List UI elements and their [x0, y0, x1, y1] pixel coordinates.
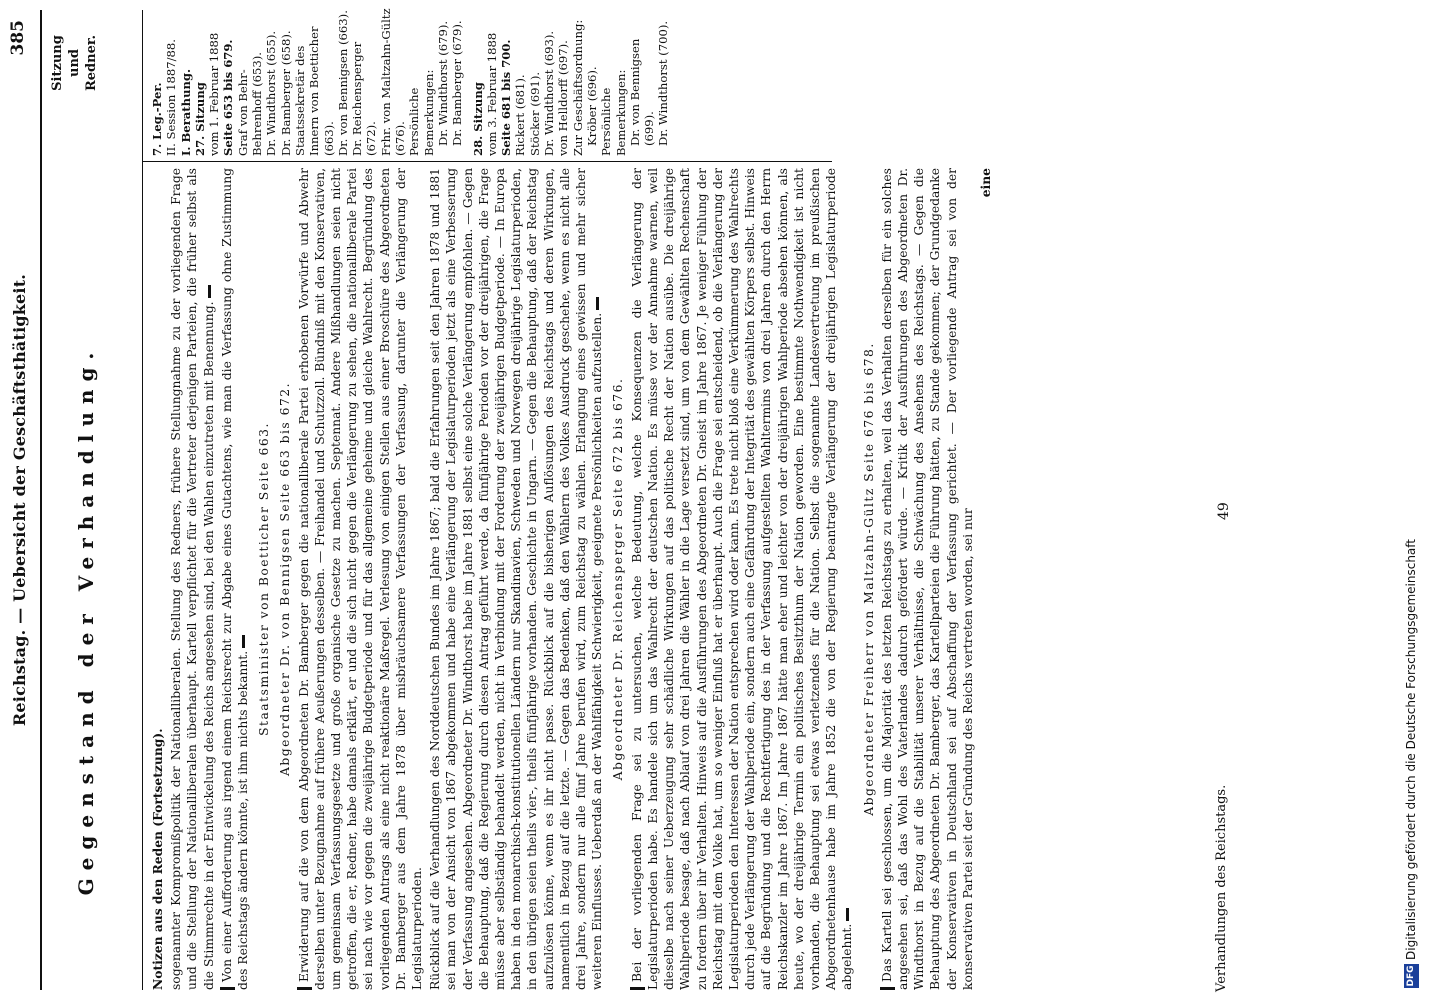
sitting-title: 28. Sitzung: [470, 82, 485, 156]
sitting-title: 27. Sitzung: [192, 82, 207, 156]
column-header-rule: [142, 10, 143, 990]
sitting-pages: Seite 681 bis 700.: [499, 39, 514, 156]
session-column-header: [50, 8, 101, 118]
digitization-credit: DFGDigitalisierung gefördert durch die Deutsche Forschungsgemeinschaft: [1404, 538, 1418, 987]
legislative-period: 7. Leg.-Per.: [150, 82, 164, 156]
page-header: [2, 0, 42, 1000]
procedure-label: Zur Geschäftsordnung:: [570, 19, 585, 156]
continuation-heading: Notizen aus den Reden (Fortsetzung).: [150, 728, 165, 990]
speaker: Rickert (681).: [513, 74, 528, 156]
speaker: Dr. von Bennigsen (699).: [627, 38, 657, 146]
speaker-heading: Abgeordneter Freiherr von Maltzahn-Gültz Seite 676 bis 678.: [861, 342, 876, 816]
speaker: Dr. Windthorst (655).: [264, 30, 279, 156]
speaker: Kröber (696).: [584, 66, 599, 146]
speaker: Staatssekretär des Innern von Boetticher (663).: [292, 26, 336, 156]
speaker: Dr. Reichensperger (672).: [350, 41, 379, 156]
paragraph: Bei der vorliegenden Frage sei zu untersuchen, welche Bedeutung, welche Konsequenzen die Verlängerung der Legislaturperioden habe. Es handele sich um das Wahlrecht der deutschen Nation. Es müsse vor der Annahme warnen, weil dieselbe nach seiner Ueberzeugung sehr schädliche Wirkungen auf das politische Recht der Nation ausübe. Die dreijährige Wahlperiode besage, daß nach Ablauf von drei Jahren die Wähler in die Lage versetzt sind, um von dem Gewählten Rechenschaft zu fordern über ihr Verhalten. Hinweis auf die Ausführungen des Abgeordneten Dr. Gneist im Jahre 1867. Je weniger Fühlung der Reichstag mit dem Volke hat, um so weniger Einfluß hat er überhaupt. Auch die Frage sei entscheidend, ob die Verlängerung der Legislaturperioden den Interessen der Nation entsprechen wird oder kann. Es trete nicht bloß eine Verkümmerung des Wahlrechts durch jede Verlängerung der Wahlperiode ein, sondern auch eine Gefährdung der Integrität des gewählten Körpers selbst. Hinweis auf die Begründung und die Rechtfertigung des in der Verfassung aufgestellten Wahltermins von drei Jahren durch den Herrn Reichskanzler im Jahre 1867. Im Jahre 1867 hätte man eher und leichter von der dreijährigen Wahlperiode absehen können, als heute, wo der dreijährige Termin ein politisches Besitzthum der Nation geworden. Eine bestimmte Nothwendigkeit ist nicht vorhanden, die Behauptung sei etwas verletzendes für die Nation. Selbst die sogenannte Landesvertretung im preußischen Abgeordnetenhause habe im Jahre 1852 die von der Regierung beantragte Verlängerung der dreijährigen Legislaturperiode abgelehnt.: [629, 168, 855, 990]
dash-rule: [208, 285, 211, 298]
speaker: Dr. von Bennigsen (663).: [335, 10, 350, 156]
sitting-date: vom 3. Februar 1888: [484, 32, 499, 156]
header-rule: [40, 10, 42, 990]
page-number: 385: [8, 20, 28, 56]
margin-mark: [220, 987, 235, 990]
column-headers: [44, 0, 144, 1000]
speaker: Dr. Windthorst (700).: [656, 20, 671, 146]
personal-remarks-label: Persönliche Bemerkungen:: [407, 69, 436, 156]
session-label: II. Session 1887/88.: [164, 39, 179, 156]
session-header-line: und: [66, 49, 82, 77]
speaker: Dr. Windthorst (679).: [435, 20, 450, 146]
page-footer: [1212, 0, 1242, 1000]
speaker: Stöcker (691).: [527, 71, 542, 156]
digitization-note: [1400, 0, 1430, 1000]
margin-mark: [880, 987, 895, 990]
paragraph: Das Kartell sei geschlossen, um die Majorität des letzten Reichstags zu erhalten, weil das Verhalten derselben für ein solches angesehen sei, daß das Wohl des Vaterlandes dadurch gefördert würde. — Kritik der Ausführungen des Abgeordneten Dr. Windthorst in Bezug auf die Stabilität unserer Verhältnisse, die Schwächung des Ansehens des Reichstags. — Gegen die Behauptung des Abgeordneten Dr. Bamberger, das Kartellparteien die Führung hätten, zu Stande gekommen; der Grundgedanke der Konservativen in Deutschland sei auf Abschaffung der Verfassung gerichtet. — Der vorliegende Antrag sei von der konservativen Partei seit der Gründung des Reichs vertreten worden, sei nur: [879, 168, 975, 990]
footer-signature: Verhandlungen des Reichstags.: [1214, 784, 1229, 992]
speaker: von Helldorff (697).: [556, 40, 571, 156]
speaker: Graf von Behr-Behrenhoff (653).: [235, 52, 265, 156]
speaker-heading: Abgeordneter Dr. Reichensperger Seite 672 bis 676.: [611, 377, 626, 781]
speaker-heading: Abgeordneter Dr. von Bennigsen Seite 663 bis 672.: [278, 381, 293, 777]
paragraph: sogenannter Kompromißpolitik der Nationalliberalen. Stellung des Redners, frühere Stellungnahme zu der vorliegenden Frage und die Stellung der Nationalliberalen überhaupt. Kartell verpflichtet für die Vertreter derjenigen Parteien, die früher selbst als die Stimmrechte in der Entwickelung des Reichs angesehen sind, bei den Wahlen einzutreten mit Benennung.: [169, 168, 216, 990]
paragraph: Von einer Aufforderung aus irgend einem Reichsrecht zur Abgabe eines Gutachtens, wie man die Verfassung ohne Zustimmung des Reichstags ändern könnte, ist ihm nichts bekannt.: [219, 168, 251, 990]
session-column: [150, 6, 840, 156]
sitting-pages: Seite 653 bis 679.: [221, 39, 236, 156]
dash-rule: [846, 908, 849, 921]
sitting-date: vom 1. Februar 1888: [207, 32, 222, 156]
margin-mark: [297, 987, 312, 990]
speaker-heading: Staatsminister von Boetticher Seite 663.: [257, 422, 272, 736]
dash-rule: [596, 297, 599, 310]
subject-column-header: Gegenstand der Verhandlung.: [74, 344, 98, 896]
speaker: Dr. Bamberger (679).: [450, 20, 465, 146]
subject-column: [150, 168, 993, 990]
catchword: eine: [977, 168, 993, 198]
footer-page-number: 49: [1216, 502, 1232, 520]
dash-rule: [242, 635, 245, 648]
dfg-logo-icon: DFG: [1404, 964, 1419, 988]
reading-label: I. Berathung.: [178, 68, 193, 156]
running-title: Reichstag. — Uebersicht der Geschäftsthätigkeit.: [10, 273, 29, 727]
paragraph: Erwiderung auf die von dem Abgeordneten Dr. Bamberger gegen die nationalliberale Partei erhobenen Vorwürfe und Abwehr derselben unter Bezugnahme auf frühere Aeußerungen desselben. — Freihandel und Schutzzoll. Bündniß mit den Konservativen, um gemeinsam Verfassungsgesetze und große organische Gesetze zu machen. Septennat. Andere Mißhandlungen seien nicht getroffen, die er, Redner, habe damals erklärt, er und die sich nicht gegen die Verlängerung zu sehen, die nationalliberale Partei sei nach wie vor gegen die zweijährige Budgetperiode und für das allgemeine geheime und gleiche Wahlrecht. Begründung des vorliegenden Antrags als eine nicht reaktionäre Maßregel. Verlesung von einigen Stellen aus einer Broschüre des Abgeordneten Dr. Bamberger aus dem Jahre 1878 über misbräuchsamere Verfassungen der Verfassung, darunter die Verlängerung der Legislaturperioden.: [296, 168, 425, 990]
margin-mark: [630, 987, 645, 990]
paragraph: Rückblick auf die Verhandlungen des Norddeutschen Bundes im Jahre 1867; bald die Erfahrungen seit den Jahren 1878 und 1881 sei man von der Ansicht von 1867 abgekommen und habe eine Verlängerung der Legislaturperioden jetzt als eine Verbesserung der Verfassung angesehen. Abgeordneter Dr. Windthorst habe im Jahre 1881 selbst eine solche Verlängerung empfohlen. — Gegen die Behauptung, daß die Regierung durch diesen Antrag geführt werde, da fünfjährige Perioden vor der dreijährigen, die Frage müsse aber selbständig behandelt werden, nicht in Verbindung mit der Forderung der zweijährigen Budgetperiode. — In Europa haben in den monarchisch-konstitutionellen Ländern nur Skandinavien, Schweden und Norwegen dreijährige Legislaturperioden, in den übrigen seien theils vier-, theils fünfjährige vorhanden. Geschichte in Ungarn. — Gegen die Behauptung, daß der Reichstag aufzulösen könne, wenn es ihr nicht passe. Rückblick auf die bisherigen Auflösungen des Reichstags und deren Wirkungen, namentlich in Bezug auf die letzte. — Gegen das Bedenken, daß den Wählern des Volkes Ausdruck geschehe, wenn es nicht alle drei Jahre, sondern nur alle fünf Jahre berufen wird, zum Reichstag zu wählen. Erlangung eines gewissen und mehr sicher weiteren Einflusses. Ueberdaß an der Wahlfähigkeit Schwierigkeit, geeignete Persönlichkeiten aufzustellen.: [428, 168, 605, 990]
speaker: Frhr. von Maltzahn-Gültz (676).: [378, 8, 408, 156]
session-header-line: Redner.: [83, 34, 99, 92]
speaker: Dr. Windthorst (693).: [542, 30, 557, 156]
column-divider: [142, 161, 832, 162]
personal-remarks-label: Persönliche Bemerkungen:: [599, 69, 628, 156]
session-header-line: Sitzung: [50, 35, 65, 91]
speaker: Dr. Bamberger (658).: [278, 30, 293, 156]
